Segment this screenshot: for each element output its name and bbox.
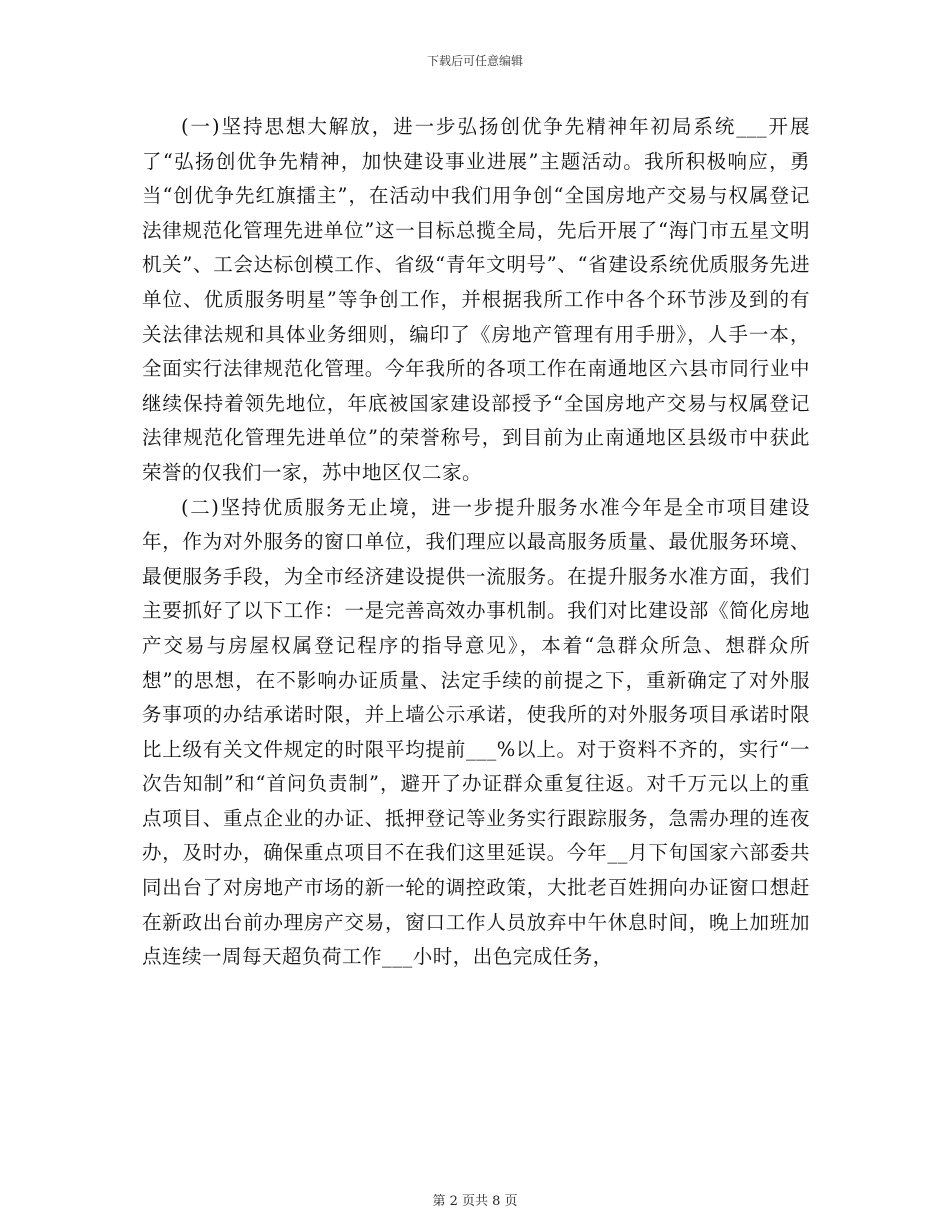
paragraph-1: (一)坚持思想大解放，进一步弘扬创优争先精神年初局系统___开展了“弘扬创优争先精神，加快建设事业进展”主题活动。我所积极响应，勇当“创优争先红旗擂主”，在活动中我们用争创“全国房地产交易与权属登记法律规范化管理先进单位”这一目标总揽全局，先后开展了“海门市五星文明机关”、工会达标创模工作、省级“青年文明号”、“省建设系统优质服务先进单位、优质服务明星”等争创工作，并根据我所工作中各个环节涉及到的有关法律法规和具体业务细则，编印了《房地产管理有用手册》，人手一本，全面实行法律规范化管理。今年我所的各项工作在南通地区六县市同行业中继续保持着领先地位，年底被国家建设部授予“全国房地产交易与权属登记法律规范化管理先进单位”的荣誉称号，到目前为止南通地区县级市中获此荣誉的仅我们一家，苏中地区仅二家。 (142, 115, 810, 484)
document-body (142, 110, 810, 975)
page-header: 下载后可任意编辑 (426, 54, 523, 68)
page-footer: 第 2 页共 8 页 (432, 1194, 518, 1209)
paragraph-2: (二)坚持优质服务无止境，进一步提升服务水准今年是全市项目建设年，作为对外服务的窗口单位，我们理应以最高服务质量、最优服务环境、最便服务手段，为全市经济建设提供一流服务。在提升服务水准方面，我们主要抓好了以下工作：一是完善高效办事机制。我们对比建设部《简化房地产交易与房屋权属登记程序的指导意见》，本着“急群众所急、想群众所想”的思想，在不影响办证质量、法定手续的前提之下，重新确定了对外服务事项的办结承诺时限，并上墙公示承诺，使我所的对外服务项目承诺时限比上级有关文件规定的时限平均提前___%以上。对于资料不齐的，实行“一次告知制”和“首问负责制”，避开了办证群众重复往返。对千万元以上的重点项目、重点企业的办证、抵押登记等业务实行跟踪服务，急需办理的连夜办，及时办，确保重点项目不在我们这里延误。今年__月下旬国家六部委共同出台了对房地产市场的新一轮的调控政策，大批老百姓拥向办证窗口想赶在新政出台前办理房产交易，窗口工作人员放弃中午休息时间，晚上加班加点连续一周每天超负荷工作___小时，出色完成任务， (142, 495, 810, 969)
